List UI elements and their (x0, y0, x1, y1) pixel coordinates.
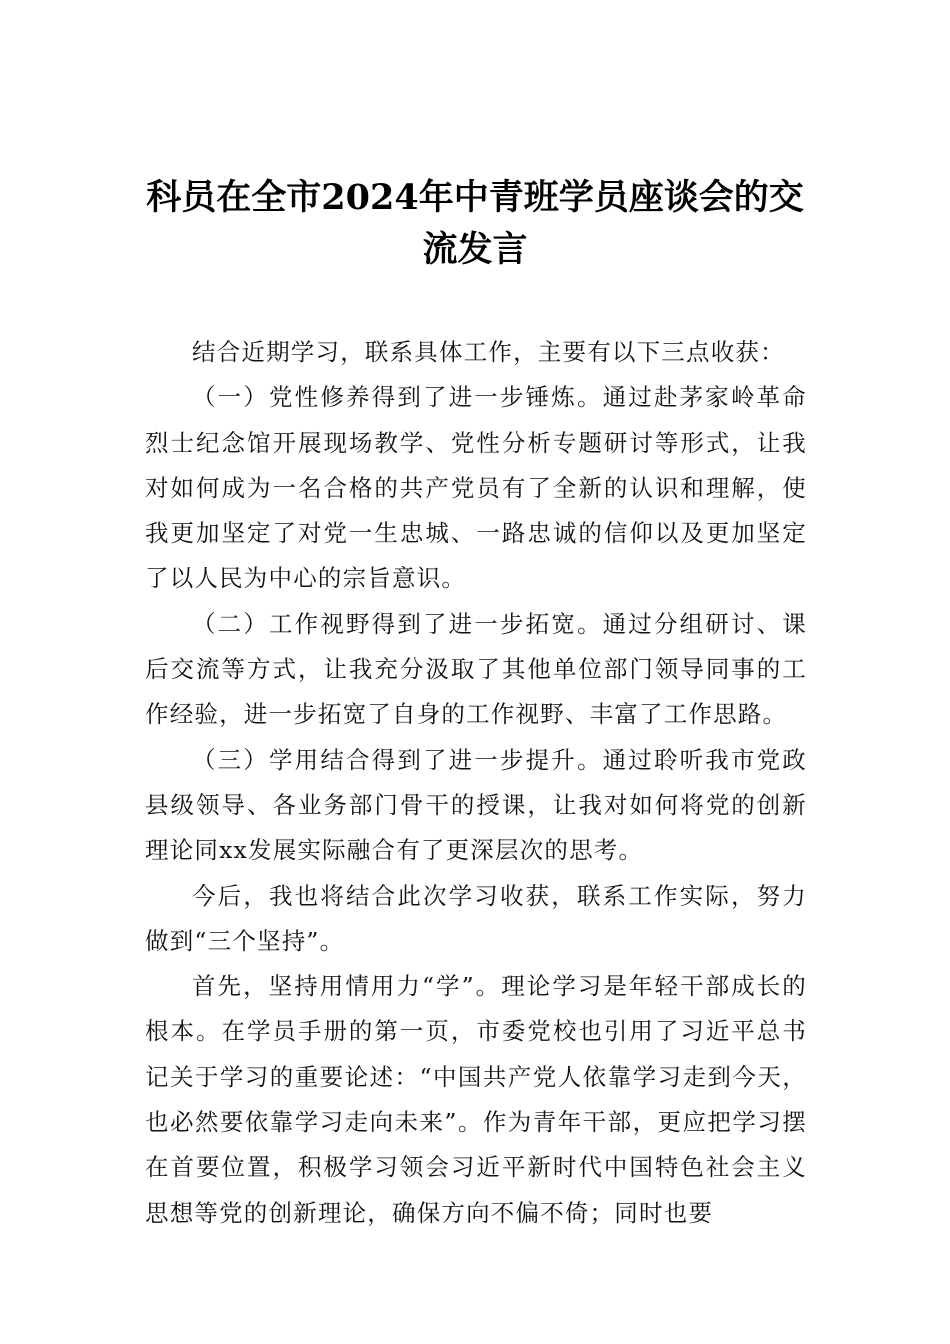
paragraph-future: 今后，我也将结合此次学习收获，联系工作实际，努力做到“三个坚持”。 (145, 881, 807, 955)
document-body (145, 330, 807, 1236)
paragraph-first: 首先，坚持用情用力“学”。理论学习是年轻干部成长的根本。在学员手册的第一页，市委党校也引用了习近平总书记关于学习的重要论述：“中国共产党人依靠学习走到今天，也必然要依靠学习走向未来”。作为青年干部，更应把学习摆在首要位置，积极学习领会习近平新时代中国特色社会主义思想等党的创新理论，确保方向不偏不倚；同时也要 (145, 972, 807, 1227)
paragraph-point-3: （三）学用结合得到了进一步提升。通过聆听我市党政县级领导、各业务部门骨干的授课，让我对如何将党的创新理论同xx发展实际融合有了更深层次的思考。 (145, 745, 807, 865)
paragraph-point-2: （二）工作视野得到了进一步拓宽。通过分组研讨、课后交流等方式，让我充分汲取了其他单位部门领导同事的工作经验，进一步拓宽了自身的工作视野、丰富了工作思路。 (145, 609, 807, 729)
paragraph-point-1: （一）党性修养得到了进一步锤炼。通过赴茅家岭革命烈士纪念馆开展现场教学、党性分析专题研讨等形式，让我对如何成为一名合格的共产党员有了全新的认识和理解，使我更加坚定了对党一生忠城、一路忠诚的信仰以及更加坚定了以人民为中心的宗旨意识。 (145, 383, 807, 593)
document-title: 科员在全市2024年中青班学员座谈会的交流发言 (146, 177, 804, 270)
paragraph-intro: 结合近期学习，联系具体工作，主要有以下三点收获： (192, 338, 785, 366)
